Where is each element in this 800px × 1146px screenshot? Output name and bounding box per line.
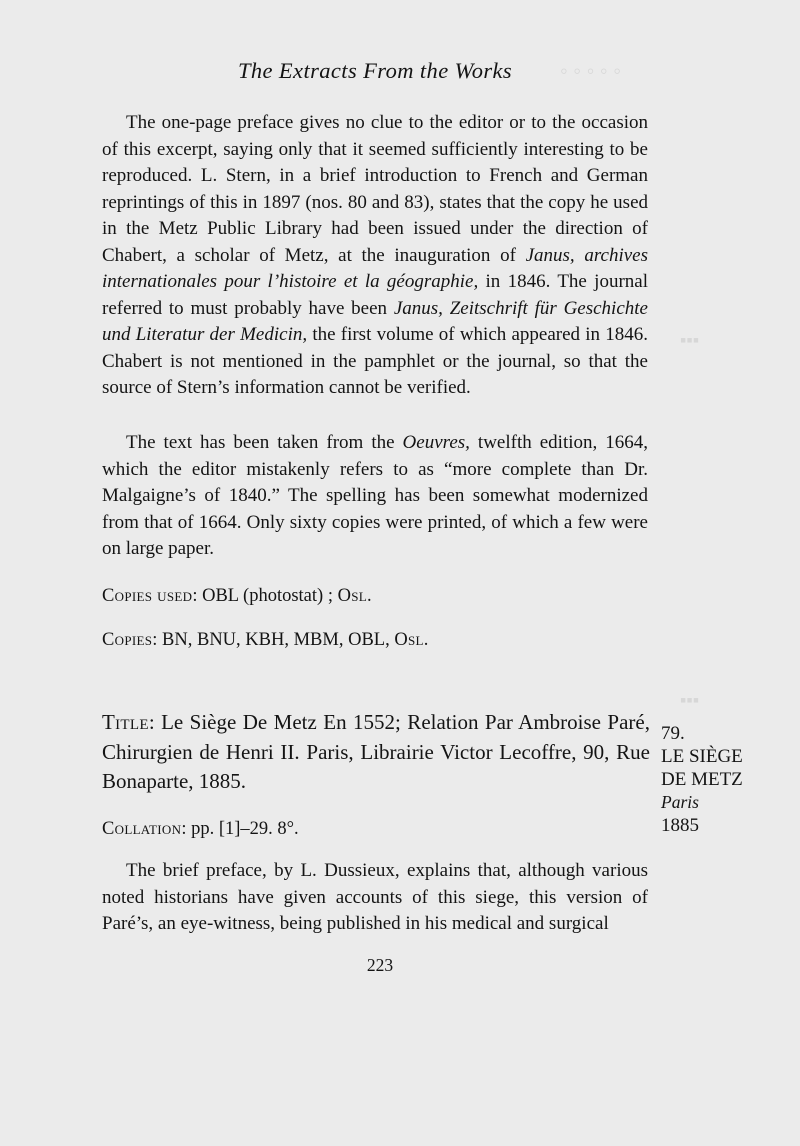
margin-year: 1885: [661, 815, 699, 836]
paragraph-text: twelfth edition, 1664, which the editor mistakenly refers to as “more complete than Dr. Malgaigne’s of 1840.” The spelling has been somewhat modernized from that of 1664. Only sixty copies were printed, of which a few were on large paper.: [102, 432, 649, 559]
copies-used-line: [102, 583, 648, 609]
paragraph-text: The brief preface, by L. Dussieux, explains that, although various noted historians have given accounts of this siege, this version of Paré’s, an eye-witness, being published in his medical and surgical: [102, 860, 648, 934]
paragraph-preface: [102, 110, 648, 402]
copies-line: [102, 627, 648, 653]
margin-note: [661, 722, 771, 837]
title-label: Title: [102, 710, 149, 734]
paragraph-text: in 1846. The journal referred to must probably have been: [102, 271, 648, 319]
copies-used-label: Copies used: [102, 586, 193, 606]
paragraph-source-text: [102, 430, 648, 563]
collation-label: Collation: [102, 819, 182, 839]
work-title-italic: Oeuvres,: [402, 432, 470, 453]
copies-last: Osl.: [394, 630, 429, 650]
paragraph-text: The one-page preface gives no clue to the editor or to the occasion of this excerpt, saying only that it seemed sufficiently interesting to be reproduced. L. Stern, in a brief introduction to French and German reprintings of this in 1897 (nos. 80 and 83), states that the copy he used in the Metz Public Library had been issued under the direction of Chabert, a scholar of Metz, at the inauguration of: [102, 112, 648, 266]
margin-title-line-2: DE METZ: [661, 769, 743, 790]
paragraph-dussieux: [102, 858, 648, 938]
copies-used-value: : OBL (photostat) ;: [192, 586, 338, 606]
title-entry: [102, 708, 650, 797]
paragraph-text: The text has been taken from the: [126, 432, 403, 453]
paragraph-text: the first volume of which appeared in 1846. Chabert is not mentioned in the pamphlet or the journal, so that the source of Stern’s information cannot be verified.: [102, 324, 648, 398]
margin-place: Paris: [661, 792, 699, 812]
copies-value: : BN, BNU, KBH, MBM, OBL,: [152, 630, 395, 650]
collation-value: : pp. [1]–29. 8°.: [181, 819, 299, 839]
collation-line: [102, 816, 648, 842]
bleed-through-decoration: ▪▪▪: [680, 690, 700, 710]
margin-title-line-1: LE SIÈGE: [661, 746, 743, 767]
title-text: : Le Siège De Metz En 1552; Relation Par Ambroise Paré, Chirurgien de Henri II. Paris, Librairie Victor Lecoffre, 90, Rue Bonaparte, 1885.: [102, 710, 650, 793]
bleed-through-decoration: ◦ ◦ ◦ ◦ ◦: [560, 58, 621, 83]
copies-used-last: Osl.: [337, 586, 372, 606]
journal-title-italic: Janus, archives internationales pour l’histoire et la géographie,: [102, 244, 648, 292]
copies-label: Copies: [102, 630, 153, 650]
journal-title-italic: Janus, Zeitschrift für Geschichte und Literatur der Medicin,: [102, 297, 648, 345]
running-head: The Extracts From the Works: [237, 58, 513, 83]
bleed-through-decoration: ▪▪▪: [680, 330, 700, 350]
page-number: 223: [366, 955, 394, 975]
entry-number: 79.: [661, 723, 685, 744]
